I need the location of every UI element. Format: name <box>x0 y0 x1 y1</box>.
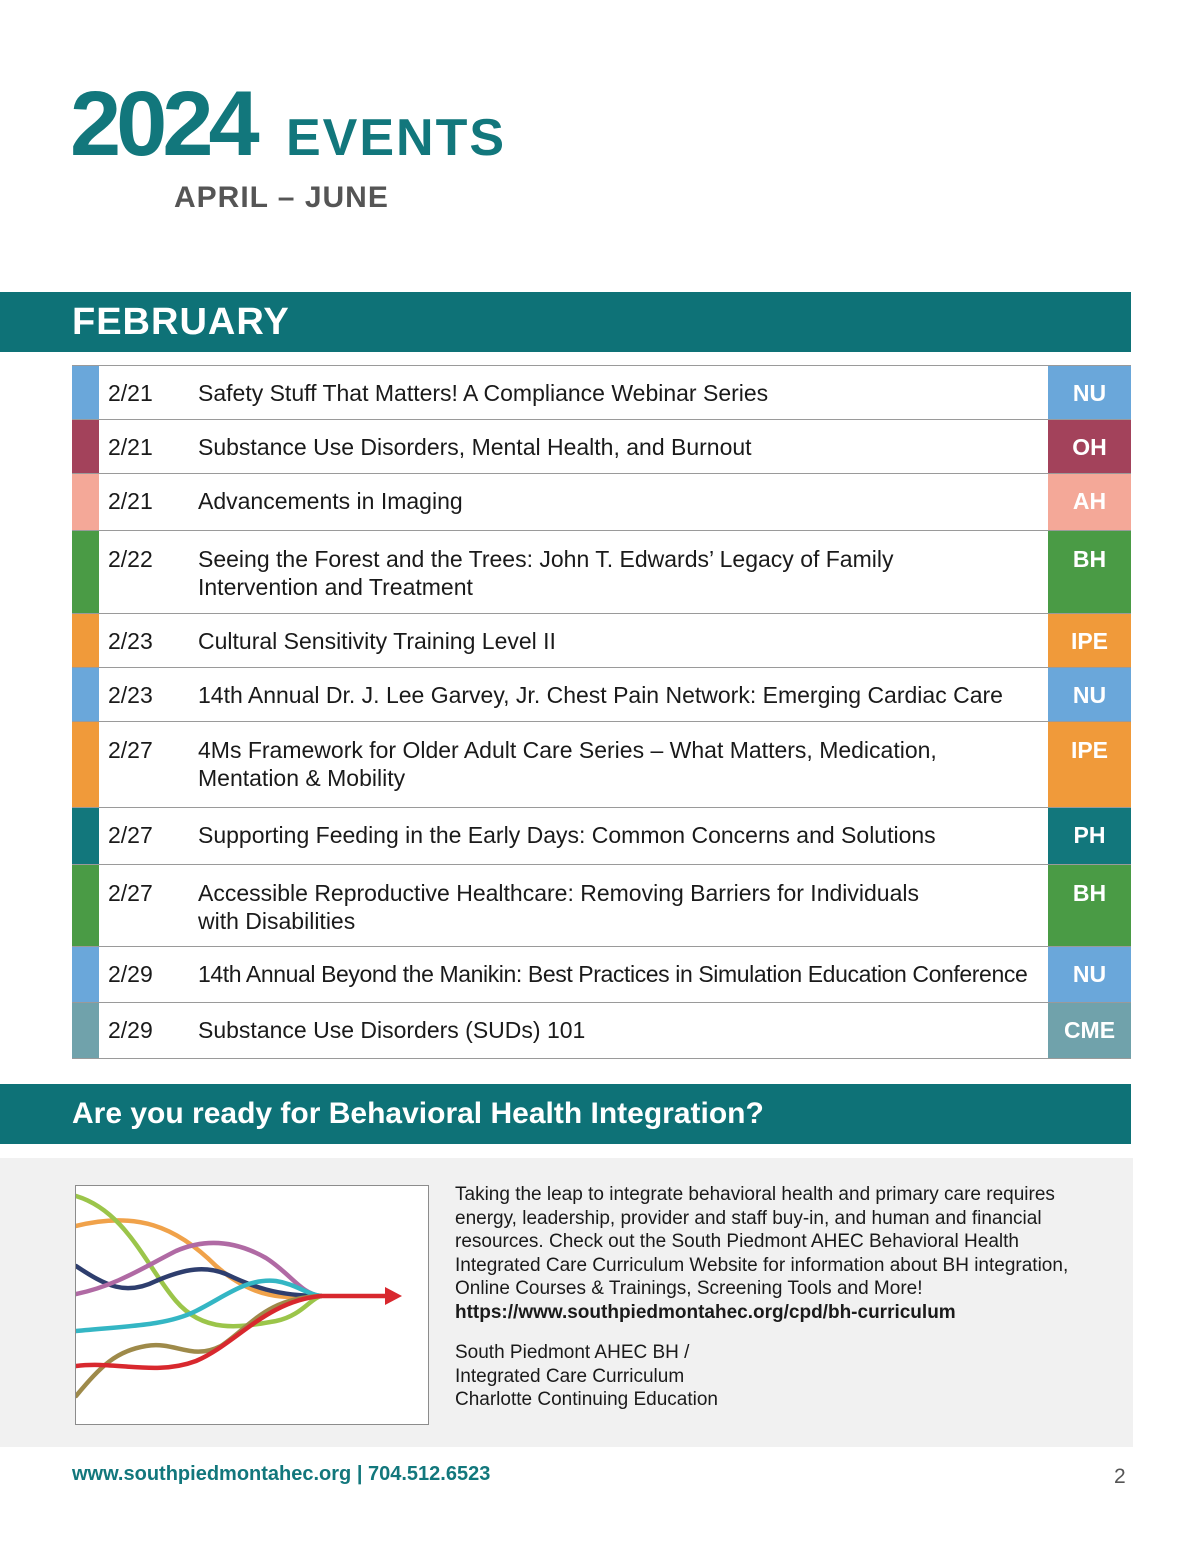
event-row <box>72 614 1131 668</box>
event-title: 14th Annual Dr. J. Lee Garvey, Jr. Chest Pain Network: Emerging Cardiac Care <box>198 682 1003 708</box>
event-row <box>72 808 1131 865</box>
promo-title: Are you ready for Behavioral Health Integration? <box>72 1097 764 1130</box>
events-table <box>72 365 1131 1059</box>
event-row <box>72 865 1131 947</box>
category-tag: BH <box>1048 865 1131 946</box>
month-title: FEBRUARY <box>72 300 290 343</box>
event-title-line: 4Ms Framework for Older Adult Care Series – What Matters, Medication, <box>198 737 937 763</box>
event-row <box>72 722 1131 808</box>
event-date: 2/21 <box>108 380 153 406</box>
event-title: Substance Use Disorders, Mental Health, and Burnout <box>198 434 752 460</box>
credit-line: Integrated Care Curriculum <box>455 1365 685 1387</box>
event-row <box>72 1003 1131 1059</box>
category-tag: IPE <box>1048 722 1131 807</box>
event-row <box>72 420 1131 474</box>
header-events-label: EVENTS <box>286 109 507 167</box>
event-date: 2/27 <box>108 737 153 763</box>
category-color-swatch <box>72 474 99 530</box>
category-color-swatch <box>72 1003 99 1058</box>
promo-body: Taking the leap to integrate behavioral health and primary care requires energy, leadership, provider and staff buy-in, and human and financial resources. Check out the South Piedmont AHEC Behavioral Health Integrated Care Curriculum Website for information about BH integration, Online Courses & Trainings, Screening Tools and More! <box>455 1184 1069 1299</box>
category-color-swatch <box>72 668 99 721</box>
promo-description <box>455 1183 1105 1412</box>
event-date: 2/29 <box>108 1017 153 1043</box>
event-title: Cultural Sensitivity Training Level II <box>198 628 556 654</box>
category-color-swatch <box>72 614 99 667</box>
event-title: Supporting Feeding in the Early Days: Common Concerns and Solutions <box>198 822 936 848</box>
header-year: 2024 <box>70 73 255 175</box>
credit-line: Charlotte Continuing Education <box>455 1389 719 1410</box>
event-title <box>198 531 1048 613</box>
event-title-line: Intervention and Treatment <box>198 574 473 600</box>
page-number: 2 <box>1114 1465 1126 1488</box>
category-color-swatch <box>72 531 99 613</box>
promo-heading <box>0 1084 1131 1144</box>
category-color-swatch <box>72 722 99 807</box>
event-date: 2/27 <box>108 880 153 906</box>
promo-credit <box>455 1341 1105 1412</box>
event-row <box>72 668 1131 722</box>
event-title-line: Seeing the Forest and the Trees: John T. Edwards’ Legacy of Family <box>198 546 894 572</box>
event-date: 2/29 <box>108 961 153 987</box>
event-date: 2/23 <box>108 628 153 654</box>
event-date: 2/23 <box>108 682 153 708</box>
category-color-swatch <box>72 808 99 864</box>
event-date: 2/21 <box>108 434 153 460</box>
category-color-swatch <box>72 947 99 1002</box>
category-color-swatch <box>72 420 99 473</box>
month-heading <box>0 292 1131 352</box>
category-tag: BH <box>1048 531 1131 613</box>
integration-lines-illustration <box>75 1185 429 1425</box>
credit-line: South Piedmont AHEC BH / <box>455 1342 690 1363</box>
category-color-swatch <box>72 366 99 419</box>
header-date-range: APRIL – JUNE <box>174 181 389 214</box>
category-tag: OH <box>1048 420 1131 473</box>
event-title: Advancements in Imaging <box>198 488 463 514</box>
event-date: 2/22 <box>108 546 153 572</box>
event-title-line: Accessible Reproductive Healthcare: Removing Barriers for Individuals <box>198 880 919 906</box>
event-title: Safety Stuff That Matters! A Compliance Webinar Series <box>198 380 769 406</box>
event-date: 2/27 <box>108 822 153 848</box>
category-tag: NU <box>1048 947 1131 1002</box>
category-tag: AH <box>1048 474 1131 530</box>
event-row <box>72 947 1131 1003</box>
event-title <box>198 865 1048 946</box>
event-title-line: Mentation & Mobility <box>198 765 406 791</box>
event-title-line: with Disabilities <box>198 908 356 934</box>
event-row <box>72 474 1131 531</box>
event-row <box>72 531 1131 614</box>
category-tag: NU <box>1048 366 1131 419</box>
category-tag: CME <box>1048 1003 1131 1058</box>
category-color-swatch <box>72 865 99 946</box>
category-tag: IPE <box>1048 614 1131 667</box>
category-tag: PH <box>1048 808 1131 864</box>
footer-contact[interactable]: www.southpiedmontahec.org | 704.512.6523 <box>72 1463 491 1485</box>
curriculum-link[interactable]: https://www.southpiedmontahec.org/cpd/bh-curriculum <box>455 1301 956 1323</box>
event-row <box>72 366 1131 420</box>
event-date: 2/21 <box>108 488 153 514</box>
category-tag: NU <box>1048 668 1131 721</box>
event-title: Substance Use Disorders (SUDs) 101 <box>198 1017 586 1043</box>
event-title <box>198 722 1048 807</box>
event-title: 14th Annual Beyond the Manikin: Best Practices in Simulation Education Conference <box>198 961 1028 987</box>
